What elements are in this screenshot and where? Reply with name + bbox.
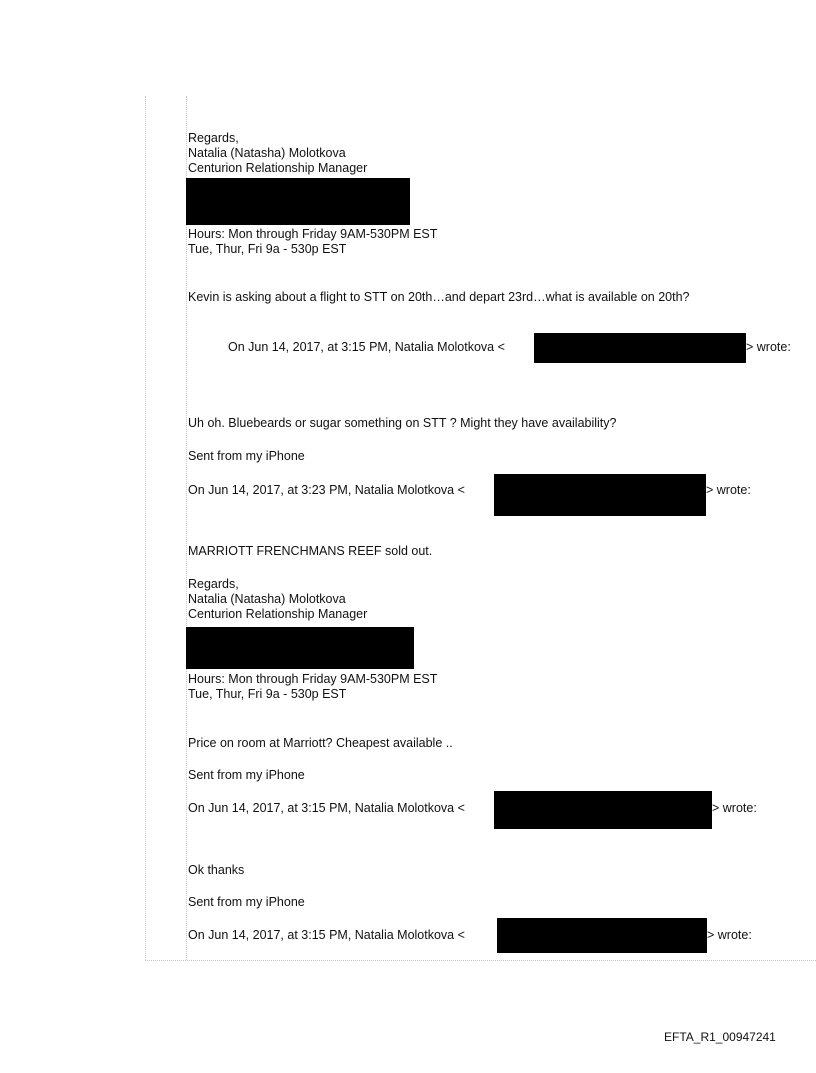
quote-border-outer	[145, 96, 146, 960]
signature-title: Centurion Relationship Manager	[188, 607, 368, 621]
message-kevin: Kevin is asking about a flight to STT on 20th…and depart 23rd…what is available on 20th?	[188, 290, 690, 304]
message-bluebeards: Uh oh. Bluebeards or sugar something on STT ? Might they have availability?	[188, 416, 617, 430]
redaction-box	[497, 918, 707, 953]
quote-header-prefix: On Jun 14, 2017, at 3:15 PM, Natalia Molotkova <	[228, 340, 505, 354]
quote-header-prefix: On Jun 14, 2017, at 3:15 PM, Natalia Molotkova <	[188, 801, 465, 815]
signature-regards: Regards,	[188, 577, 239, 591]
sent-from-iphone: Sent from my iPhone	[188, 768, 305, 782]
signature-hours: Hours: Mon through Friday 9AM-530PM EST	[188, 227, 438, 241]
document-id-footer: EFTA_R1_00947241	[664, 1030, 776, 1044]
quote-header-prefix: On Jun 14, 2017, at 3:23 PM, Natalia Molotkova <	[188, 483, 465, 497]
signature-regards: Regards,	[188, 131, 239, 145]
signature-days: Tue, Thur, Fri 9a - 530p EST	[188, 242, 347, 256]
quote-border-inner	[186, 96, 187, 960]
message-price: Price on room at Marriott? Cheapest available ..	[188, 736, 453, 750]
signature-hours: Hours: Mon through Friday 9AM-530PM EST	[188, 672, 438, 686]
redaction-box	[494, 474, 706, 516]
quote-header-suffix: > wrote:	[746, 340, 791, 354]
signature-title: Centurion Relationship Manager	[188, 161, 368, 175]
redaction-box	[186, 178, 410, 225]
message-marriott-sold-out: MARRIOTT FRENCHMANS REEF sold out.	[188, 544, 433, 558]
quote-header-suffix: > wrote:	[712, 801, 757, 815]
signature-days: Tue, Thur, Fri 9a - 530p EST	[188, 687, 347, 701]
quote-header-suffix: > wrote:	[706, 483, 751, 497]
redaction-box	[186, 627, 414, 669]
redaction-box	[534, 333, 746, 363]
quote-header-prefix: On Jun 14, 2017, at 3:15 PM, Natalia Molotkova <	[188, 928, 465, 942]
sent-from-iphone: Sent from my iPhone	[188, 895, 305, 909]
quote-header-suffix: > wrote:	[707, 928, 752, 942]
message-ok-thanks: Ok thanks	[188, 863, 245, 877]
quote-border-bottom	[145, 960, 816, 961]
signature-name: Natalia (Natasha) Molotkova	[188, 592, 346, 606]
signature-name: Natalia (Natasha) Molotkova	[188, 146, 346, 160]
sent-from-iphone: Sent from my iPhone	[188, 449, 305, 463]
redaction-box	[494, 791, 712, 829]
